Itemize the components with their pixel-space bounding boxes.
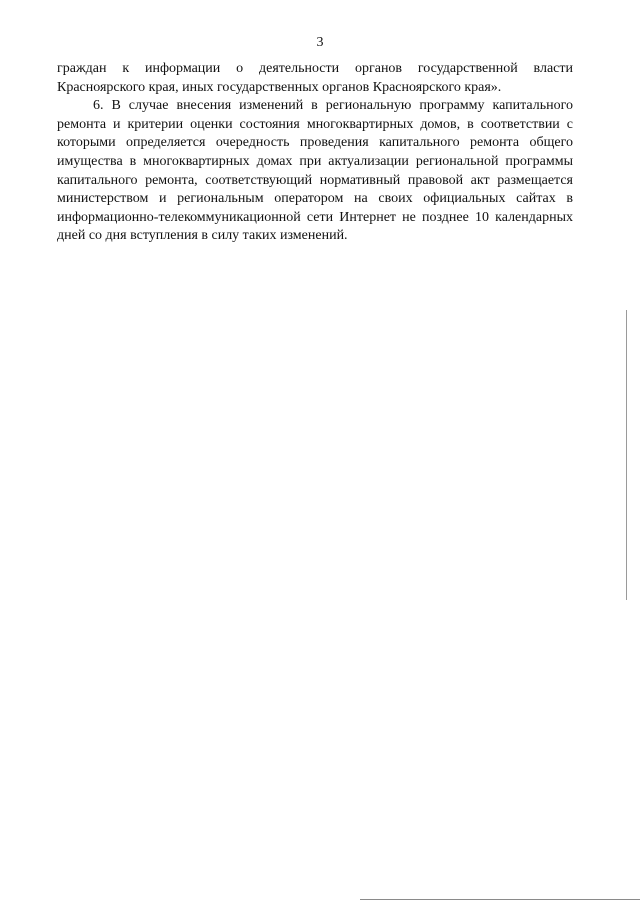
scan-edge-line-bottom xyxy=(360,899,640,900)
page-number: 3 xyxy=(316,35,324,50)
paragraph-continuation: граждан к информации о деятельности органов государственной власти Красноярского края, иных государственных органов Красноярского края». xyxy=(57,61,573,95)
scan-edge-line-right xyxy=(626,310,627,600)
document-body xyxy=(57,60,573,246)
paragraph-item-6: 6. В случае внесения изменений в региональную программу капитального ремонта и критерии оценки состояния многоквартирных домов, в соответствии с которыми определяется очередность проведения капитального ремонта общего имущества в многоквартирных домах при актуализации региональной программы капитального ремонта, соответствующий нормативный правовой акт размещается министерством и региональным оператором на своих официальных сайтах в информационно-телекоммуникационной сети Интернет не позднее 10 календарных дней со дня вступления в силу таких изменений. xyxy=(57,98,573,244)
